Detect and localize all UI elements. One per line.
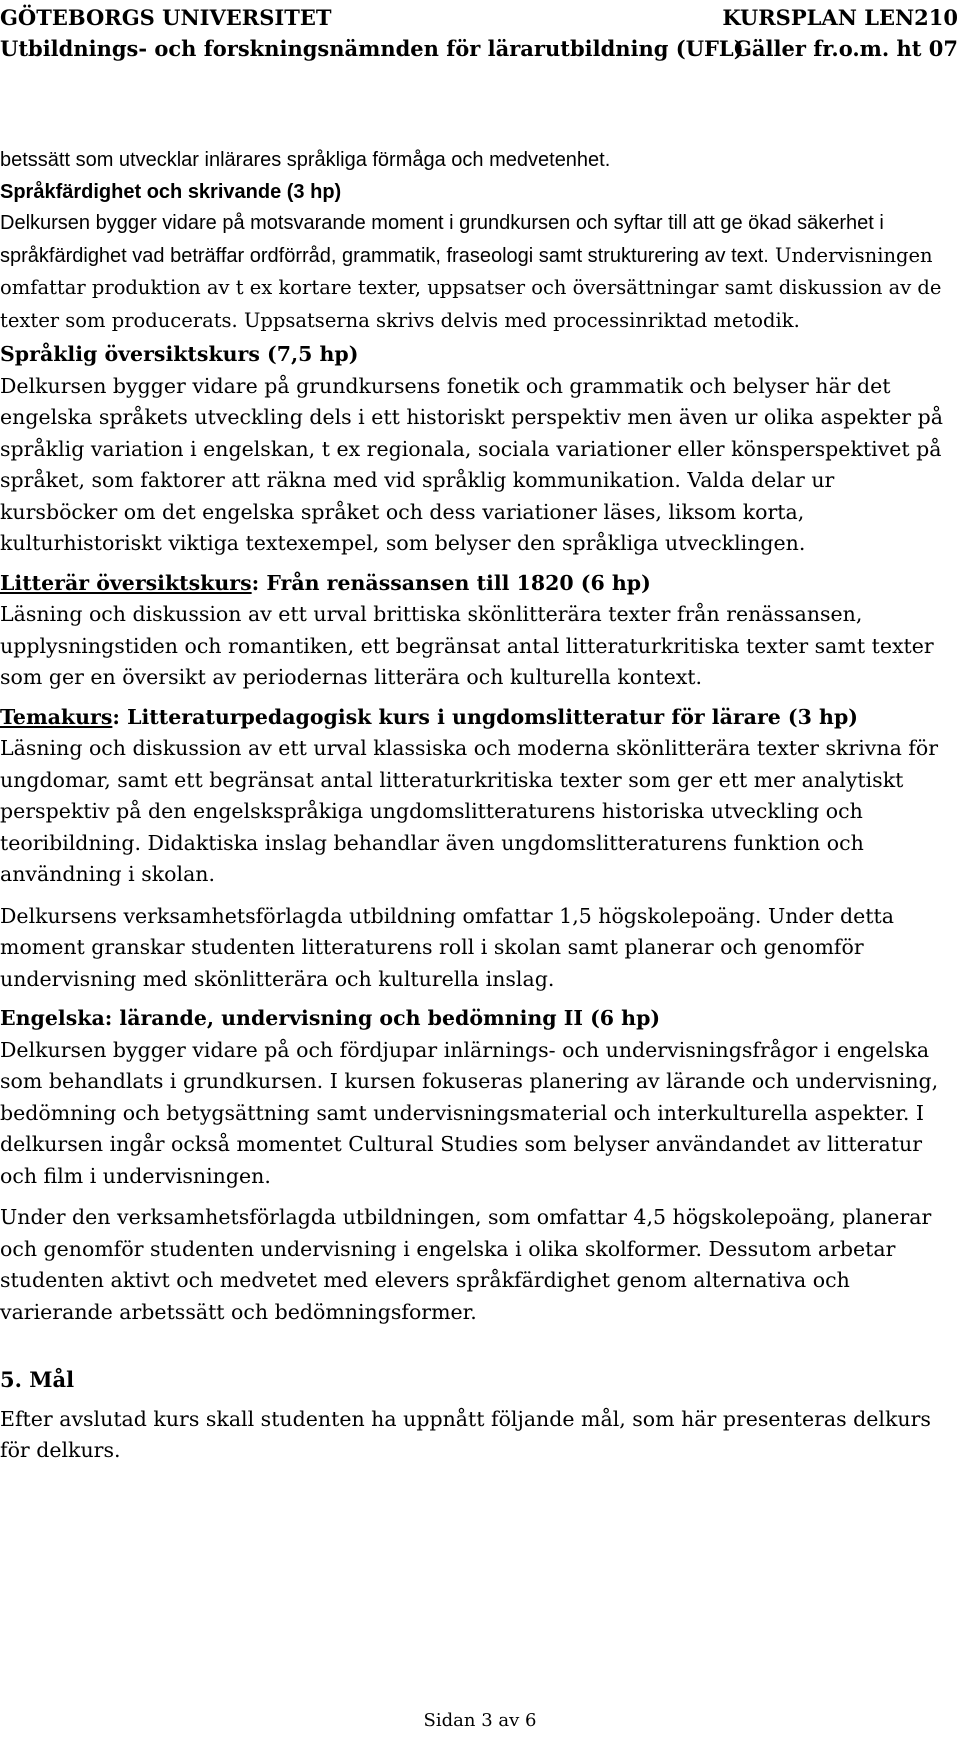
section-sprakliga-oversikt	[0, 339, 952, 560]
spacer	[0, 1336, 952, 1364]
section-text-part2: Undervisningen omfattar produktion av t ex kortare texter, uppsatser och översättningar samt diskussion av de texter som producerats. Uppsatserna skrivs delvis med processinriktad metodik.	[0, 243, 942, 332]
section-heading: Språklig översiktskurs (7,5 hp)	[0, 342, 359, 366]
section-text: Delkursen bygger vidare på grundkursens fonetik och grammatik och belyser här det engelska språkets utveckling dels i ett historiskt perspektiv men även ur olika aspekter på språklig variation i engelskan, t ex regionala, sociala variationer eller könsperspektivet på språket, som faktorer att räkna med vid språklig kommunikation. Valda delar ur kursböcker om det engelska språket och dess variationer läses, liksom korta, kulturhistoriskt viktiga textexempel, som belyser den språkliga utvecklingen.	[0, 373, 943, 555]
section-text: Delkursen bygger vidare på och fördjupar inlärnings- och undervisningsfrågor i engelska som behandlats i grundkursen. I kursen fokuseras planering av lärande och undervisning, bedömning och betygsättning samt undervisningsmaterial och interkulturella aspekter. I delkursen ingår också momentet Cultural Studies som belyser användandet av litteratur och film i undervisningen.	[0, 1037, 939, 1188]
section-goals	[0, 1364, 952, 1467]
section-litterar-oversikt	[0, 568, 952, 694]
section-temakurs	[0, 702, 952, 996]
document-body	[0, 145, 952, 1475]
section-sprakfardighet	[0, 177, 952, 338]
university-name: GÖTEBORGS UNIVERSITET	[0, 5, 332, 30]
section-text: Läsning och diskussion av ett urval brittiska skönlitterära texter från renässansen, upplysningstiden och romantiken, ett begränsat antal litteraturkritiska texter samt texter som ger en översikt av periodernas litterära och kulturella kontext.	[0, 602, 934, 689]
goals-text: Efter avslutad kurs skall studenten ha uppnått följande mål, som här presenteras delkurs för delkurs.	[0, 1406, 931, 1462]
section-heading-underlined: Temakurs	[0, 704, 113, 729]
valid-from: Gäller fr.o.m. ht 07	[733, 36, 958, 61]
section-heading	[0, 702, 952, 734]
board-name: Utbildnings- och forskningsnämnden för lärarutbildning (UFL)	[0, 36, 744, 61]
section-heading-rest: : Litteraturpedagogisk kurs i ungdomslitteratur för lärare (3 hp)	[112, 704, 858, 729]
section-larande-undervisning	[0, 1003, 952, 1328]
intro-block	[0, 145, 952, 177]
section-heading-rest: : Från renässansen till 1820 (6 hp)	[251, 570, 651, 595]
section-heading: Engelska: lärande, undervisning och bedömning II (6 hp)	[0, 1006, 661, 1030]
document-header	[0, 0, 960, 70]
course-code: KURSPLAN LEN210	[722, 5, 958, 30]
page-number: Sidan 3 av 6	[423, 1710, 537, 1731]
section-heading: Språkfärdighet och skrivande (3 hp)	[0, 180, 342, 203]
section-text	[0, 208, 952, 337]
section-text-vfu: Delkursens verksamhetsförlagda utbildning omfattar 1,5 högskolepoäng. Under detta moment granskar studenten litteraturens roll i skolan samt planerar och genomför undervisning med skönlitterära och kulturella inslag.	[0, 903, 894, 991]
section-heading-underlined: Litterär översiktskurs	[0, 570, 252, 595]
section-text-vfu: Under den verksamhetsförlagda utbildningen, som omfattar 4,5 högskolepoäng, planerar och genomför studenten undervisning i engelska i olika skolformer. Dessutom arbetar studenten aktivt och medvetet med elevers språkfärdighet genom alternativa och varierande arbetssätt och bedömningsformer.	[0, 1205, 932, 1324]
goals-title: 5. Mål	[0, 1367, 75, 1392]
section-text: Läsning och diskussion av ett urval klassiska och moderna skönlitterära texter skrivna för ungdomar, samt ett begränsat antal litteraturkritiska texter som ger ett mer analytiskt perspektiv på den engelskspråkiga ungdomslitteraturens historiska utveckling och teoribildning. Didaktiska inslag behandlar även ungdomslitteraturens funktion och användning i skolan.	[0, 736, 939, 886]
intro-text: betssätt som utvecklar inlärares språkliga förmåga och medvetenhet.	[0, 149, 611, 171]
section-text-part1: Delkursen bygger vidare på motsvarande moment i grundkursen och syftar till att ge ökad säkerhet i språkfärdighet vad beträffar ordförråd, grammatik, fraseologi samt strukturering av text.	[0, 212, 884, 267]
section-heading	[0, 568, 952, 600]
